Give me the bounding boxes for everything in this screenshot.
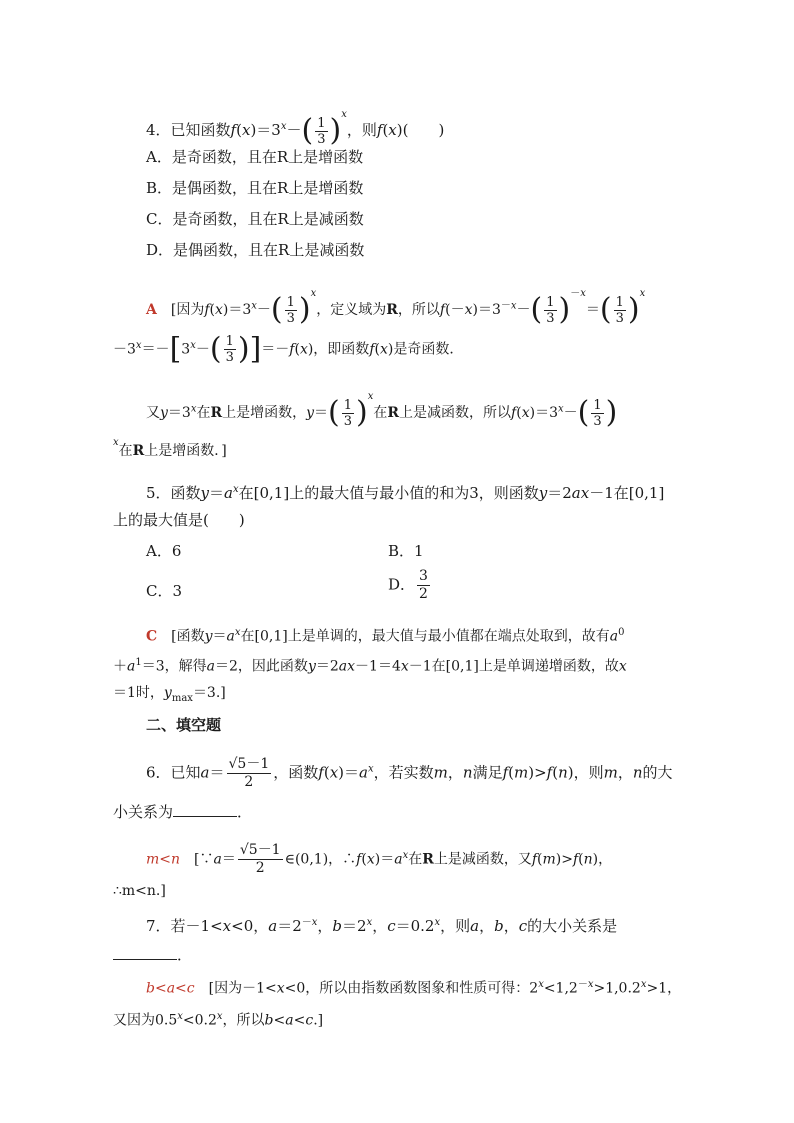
- section-heading: 二、填空题: [146, 716, 222, 734]
- q4-solution-line-2: $-3^x=-[3^x-$( $\frac{1}{3}$ )]＝－f(x)，即函数f(x)是奇函数．: [113, 331, 464, 367]
- q4-solution-line-1: A [因为$f(x)=3^x-$( $\frac{1}{3}$ )$^x$，定义域为R，所以$f(-x)=3^{-x}-$( $\frac{1}{3}$ )$^{-x}$＝( $\frac{1}{3}$ )$^x$: [146, 288, 646, 327]
- q5-solution-line-2: $+a^1=3$，解得a＝2，因此函数y＝2ax－1＝4x－1在[0,1]上是单调递增函数，故x: [113, 657, 627, 675]
- q6-solution-line-2: ∴m<n.]: [113, 883, 166, 899]
- q4-stem: 4．已知函数$f(x)=3^x-$( $\frac{1}{3}$ )$^x$，则f(x)( ): [146, 109, 445, 148]
- q7-stem-line-1: 7．若－1<x<0，$a=2^{-x}$，$b=2^x$，$c=0.2^x$，则a，b，c的大小关系是: [146, 917, 618, 935]
- q6-stem-line-2: 小关系为 ．: [113, 803, 253, 821]
- q7-solution-line-2: 又因为$0.5^x<0.2^x$，所以b<a<c.]: [113, 1011, 324, 1029]
- q7-stem-line-2: ．: [113, 944, 192, 966]
- q5-option-d: D． $\frac{3}{2}$: [388, 568, 428, 602]
- q4-answer: A: [146, 302, 157, 318]
- q6-answer-blank[interactable]: [173, 802, 237, 817]
- q5-option-b: B．1: [388, 542, 424, 560]
- q5-answer: C: [146, 628, 158, 645]
- q4-option-d: D．是偶函数，且在R上是减函数: [146, 241, 365, 259]
- q7-answer-blank[interactable]: [113, 945, 177, 960]
- q4-option-a: A．是奇函数，且在R上是增函数: [146, 148, 364, 166]
- q7-answer: b<a<c: [146, 980, 195, 997]
- q5-solution-line-1: C [函数$y=a^x$在[0,1]上是单调的，最大值与最小值都在端点处取到，故有$a^0$: [146, 627, 625, 645]
- q4-option-c: C．是奇函数，且在R上是减函数: [146, 210, 364, 228]
- q6-solution-line-1: m<n [∵a＝ $\frac{√5-1}{2}$ ∈(0,1)，$\therefore f(x)=a^x$在R上是减函数，又f(m)>f(n)，: [146, 842, 613, 876]
- q5-option-a: A．6: [146, 542, 182, 560]
- q5-stem-line-1: 5．函数$y=a^x$在[0,1]上的最大值与最小值的和为3，则函数y＝2ax－1在[0,1]: [146, 484, 665, 502]
- q4-option-b: B．是偶函数，且在R上是增函数: [146, 179, 364, 197]
- q4-solution-line-3: 又$y=3^x$在R上是增函数，y＝( $\frac{1}{3}$ )$^x$在R上是减函数，所以$f(x)=3^x-$( $\frac{1}{3}$ ): [146, 391, 618, 430]
- q5-option-c: C．3: [146, 582, 183, 600]
- q4-solution-line-4: $^x$在R上是增函数．]: [113, 437, 227, 459]
- q6-stem-line-1: 6．已知a＝ $\frac{√5-1}{2}$ ，函数$f(x)=a^x$，若实数m，n满足f(m)>f(n)，则m，n的大: [146, 756, 673, 790]
- q7-solution-line-1: b<a<c [因为－1<x<0，所以由指数函数图象和性质可得：$2^x<1,2^{-x}>1,0.2^x>1$，: [146, 979, 682, 997]
- q5-stem-line-2: 上的最大值是( ): [113, 511, 245, 529]
- q5-solution-line-3: ＝1时，$y_{max}=3$.]: [113, 685, 226, 704]
- q6-answer: m<n: [146, 851, 181, 868]
